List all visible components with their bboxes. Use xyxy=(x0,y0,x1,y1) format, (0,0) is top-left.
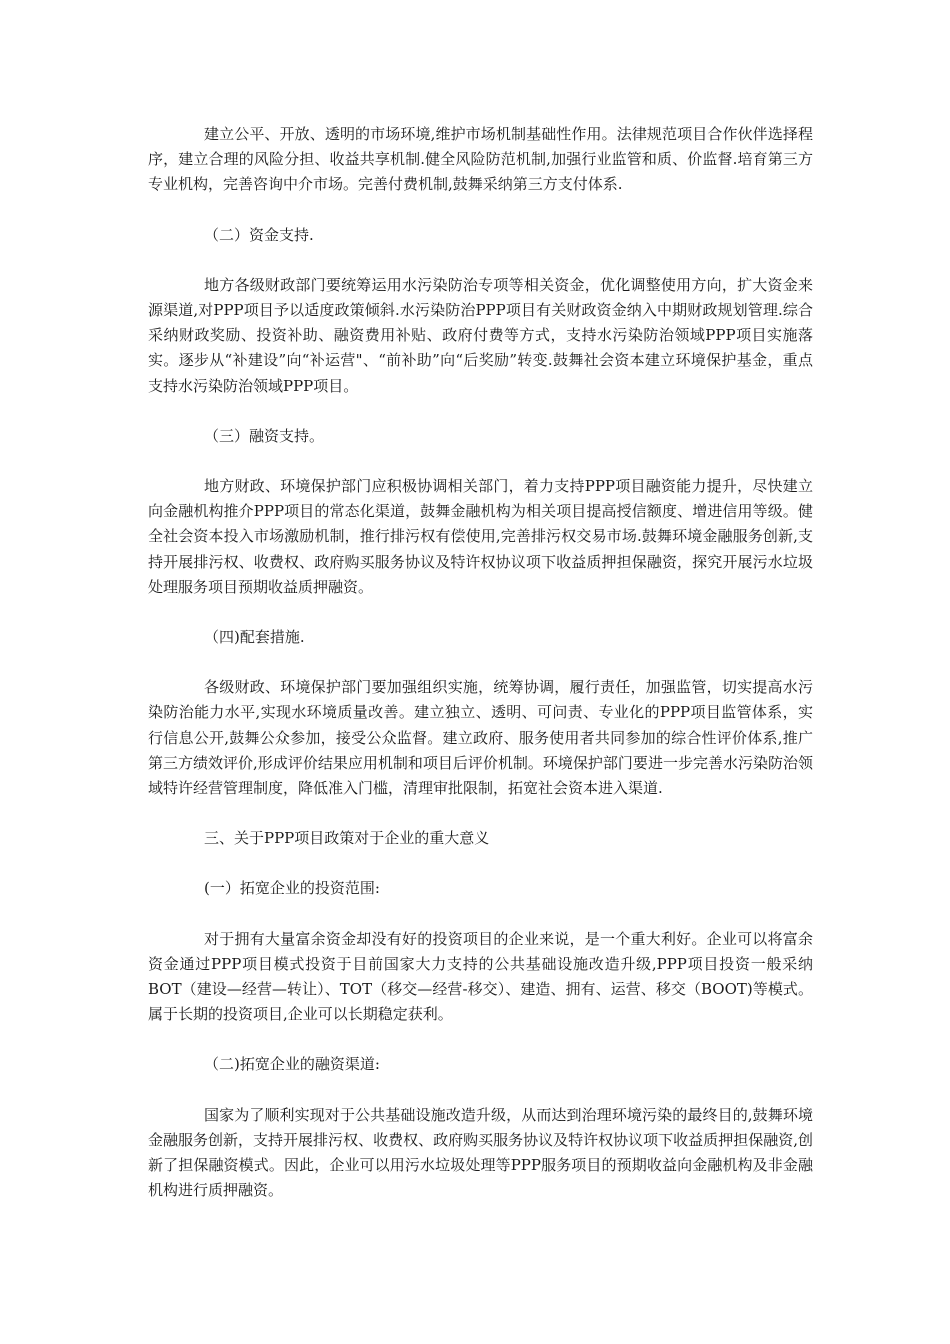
paragraph: 各级财政、环境保护部门要加强组织实施，统筹协调，履行责任，加强监管，切实提高水污染防治能力水平,实现水环境质量改善。建立独立、透明、可问责、专业化的PPP项目监管体系，实行信息公开,鼓舞公众参加，接受公众监督。建立政府、服务使用者共同参加的综合性评价体系,推广第三方绩效评价,形成评价结果应用机制和项目后评价机制。环境保护部门要进一步完善水污染防治领域特许经营管理制度，降低准入门槛，清理审批限制，拓宽社会资本进入渠道. xyxy=(148,678,813,798)
chapter-heading: 三、关于PPP项目政策对于企业的重大意义 xyxy=(204,829,490,848)
document-body xyxy=(148,122,813,1229)
section-heading: (一）拓宽企业的投资范围: xyxy=(204,879,380,898)
paragraph: 建立公平、开放、透明的市场环境,维护市场机制基础性作用。法律规范项目合作伙伴选择程序，建立合理的风险分担、收益共享机制.健全风险防范机制,加强行业监管和质、价监督.培育第三方专业机构，完善咨询中介市场。完善付费机制,鼓舞采纳第三方支付体系. xyxy=(148,125,813,194)
paragraph: 地方财政、环境保护部门应积极协调相关部门，着力支持PPP项目融资能力提升，尽快建立向金融机构推介PPP项目的常态化渠道，鼓舞金融机构为相关项目提高授信额度、增进信用等级。健全社会资本投入市场激励机制，推行排污权有偿使用,完善排污权交易市场.鼓舞环境金融服务创新,支持开展排污权、收费权、政府购买服务协议及特许权协议项下收益质押担保融资，探究开展污水垃圾处理服务项目预期收益质押融资。 xyxy=(148,477,813,596)
section-heading: （二)拓宽企业的融资渠道: xyxy=(204,1055,380,1074)
section-heading: （二）资金支持. xyxy=(204,225,314,244)
section-heading: （三）融资支持。 xyxy=(204,426,325,445)
paragraph: 地方各级财政部门要统筹运用水污染防治专项等相关资金，优化调整使用方向，扩大资金来源渠道,对PPP项目予以适度政策倾斜.水污染防治PPP项目有关财政资金纳入中期财政规划管理.综合采纳财政奖励、投资补助、融资费用补贴、政府付费等方式，支持水污染防治领域PPP项目实施落实。逐步从“补建设”向“补运营"、“前补助”向“后奖励”转变.鼓舞社会资本建立环境保护基金，重点支持水污染防治领域PPP项目。 xyxy=(148,275,813,395)
section-heading: （四)配套措施. xyxy=(204,628,305,647)
paragraph: 国家为了顺利实现对于公共基础设施改造升级，从而达到治理环境污染的最终目的,鼓舞环境金融服务创新，支持开展排污权、收费权、政府购买服务协议及特许权协议项下收益质押担保融资,创新了担保融资模式。因此，企业可以用污水垃圾处理等PPP服务项目的预期收益向金融机构及非金融机构进行质押融资。 xyxy=(148,1105,813,1200)
paragraph: 对于拥有大量富余资金却没有好的投资项目的企业来说，是一个重大利好。企业可以将富余资金通过PPP项目模式投资于目前国家大力支持的公共基础设施改造升级,PPP项目投资一般采纳BOT（建设—经营—转让）、TOT（移交—经营-移交）、建造、拥有、运营、移交（BOOT)等模式。属于长期的投资项目,企业可以长期稳定获利。 xyxy=(148,929,813,1024)
